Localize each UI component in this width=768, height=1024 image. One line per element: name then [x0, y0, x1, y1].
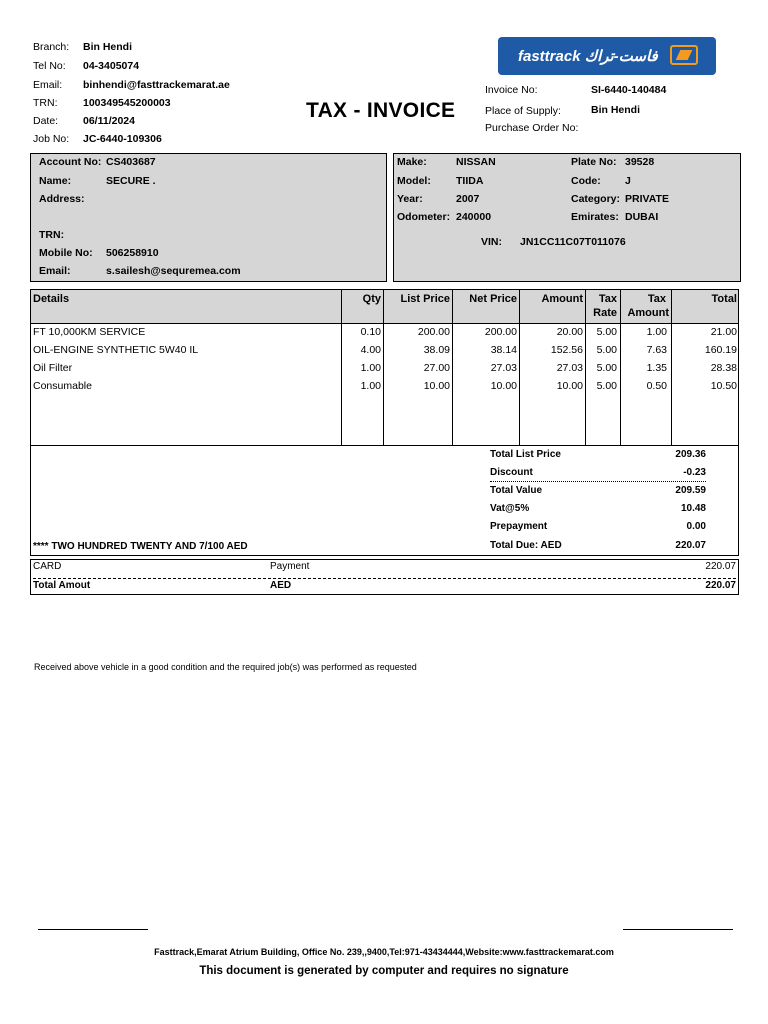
col-divider	[671, 290, 672, 445]
header-details: Details	[33, 293, 70, 305]
payment-divider	[33, 578, 736, 579]
code-value: J	[625, 175, 631, 187]
email-label: Email:	[33, 79, 63, 91]
header-qty: Qty	[362, 293, 381, 305]
row-tax-amount: 1.00	[646, 326, 667, 338]
prepayment-label: Prepayment	[490, 521, 548, 532]
col-divider	[452, 290, 453, 445]
plate-value: 39528	[625, 156, 655, 168]
row-net-price: 27.03	[490, 362, 517, 374]
payment-type: Payment	[270, 561, 310, 572]
name-value: SECURE .	[106, 175, 156, 187]
total-value-label: Total Value	[490, 485, 543, 496]
page-title: TAX - INVOICE	[306, 99, 456, 122]
invoice-no-value: SI-6440-140484	[591, 84, 667, 96]
amount-in-words: **** TWO HUNDRED TWENTY AND 7/100 AED	[33, 541, 248, 552]
col-divider	[383, 290, 384, 445]
logo-mark-icon	[670, 45, 698, 65]
total-due-label: Total Due: AED	[490, 540, 562, 551]
header-tax-amount-2: Amount	[627, 307, 669, 319]
discount-row	[490, 467, 706, 481]
row-net-price: 38.14	[490, 344, 517, 356]
total-due-value: 220.07	[675, 540, 706, 551]
customer-box	[30, 153, 387, 282]
row-tax-amount: 0.50	[646, 380, 667, 392]
row-qty: 1.00	[360, 380, 381, 392]
header-tax-rate-2: Rate	[593, 307, 617, 319]
company-logo	[498, 37, 716, 75]
total-amount-currency: AED	[270, 580, 292, 591]
make-label: Make:	[397, 156, 427, 168]
odometer-value: 240000	[456, 211, 492, 223]
totals-divider	[490, 481, 706, 482]
receipt-note: Received above vehicle in a good condition and the required job(s) was performed as requested	[34, 662, 417, 672]
year-label: Year:	[397, 193, 423, 205]
discount-label: Discount	[490, 467, 533, 478]
row-tax-rate: 5.00	[596, 380, 617, 392]
account-no-value: CS403687	[106, 156, 156, 168]
date-label: Date:	[33, 115, 59, 127]
row-total: 10.50	[710, 380, 737, 392]
date-value: 06/11/2024	[83, 115, 135, 127]
total-value-value: 209.59	[675, 485, 706, 496]
category-value: PRIVATE	[625, 193, 669, 205]
row-details: Oil Filter	[33, 362, 73, 374]
row-net-price: 10.00	[490, 380, 517, 392]
payment-amount: 220.07	[705, 561, 736, 572]
total-due-row	[490, 540, 706, 554]
row-list-price: 200.00	[417, 326, 450, 338]
vin-label: VIN:	[481, 236, 502, 248]
header-net-price: Net Price	[469, 293, 517, 305]
row-total: 28.38	[710, 362, 737, 374]
row-total: 160.19	[704, 344, 737, 356]
col-divider	[341, 290, 342, 445]
total-list-price-label: Total List Price	[490, 449, 561, 460]
row-amount: 10.00	[556, 380, 583, 392]
row-list-price: 10.00	[423, 380, 450, 392]
vehicle-box	[393, 153, 741, 282]
job-label: Job No:	[33, 133, 70, 145]
row-tax-rate: 5.00	[596, 344, 617, 356]
po-label: Purchase Order No:	[485, 122, 579, 134]
payment-section	[30, 559, 739, 595]
row-tax-amount: 7.63	[646, 344, 667, 356]
row-list-price: 27.00	[423, 362, 450, 374]
logo-text: fasttrack فاست-تراك	[518, 48, 658, 65]
email-value: binhendi@fasttrackemarat.ae	[83, 79, 230, 91]
row-qty: 1.00	[360, 362, 381, 374]
account-no-label: Account No:	[39, 156, 102, 168]
prepayment-row	[490, 521, 706, 535]
job-value: JC-6440-109306	[83, 133, 162, 145]
header-amount: Amount	[541, 293, 583, 305]
total-amount-value: 220.07	[705, 580, 736, 591]
footer-disclaimer: This document is generated by computer and requires no signature	[199, 965, 569, 977]
row-total: 21.00	[710, 326, 737, 338]
signature-line-right	[623, 929, 733, 930]
row-details: FT 10,000KM SERVICE	[33, 326, 146, 338]
invoice-no-label: Invoice No:	[485, 84, 538, 96]
vat-label: Vat@5%	[490, 503, 530, 514]
prepayment-value: 0.00	[686, 521, 706, 532]
col-divider	[620, 290, 621, 445]
odometer-label: Odometer:	[397, 211, 451, 223]
row-net-price: 200.00	[484, 326, 517, 338]
row-tax-amount: 1.35	[646, 362, 667, 374]
name-label: Name:	[39, 175, 72, 187]
year-value: 2007	[456, 193, 480, 205]
row-qty: 0.10	[360, 326, 381, 338]
branch-value: Bin Hendi	[83, 41, 132, 53]
col-divider	[585, 290, 586, 445]
trn-label: TRN:	[33, 97, 58, 109]
total-amount-label: Total Amout	[33, 580, 91, 591]
discount-value: -0.23	[683, 467, 706, 478]
total-list-price-value: 209.36	[675, 449, 706, 460]
header-list-price: List Price	[400, 293, 450, 305]
tel-value: 04-3405074	[83, 60, 140, 72]
total-value-row	[490, 485, 706, 499]
signature-line-left	[38, 929, 148, 930]
plate-label: Plate No:	[571, 156, 617, 168]
trn-value: 100349545200003	[83, 97, 171, 109]
make-value: NISSAN	[456, 156, 496, 168]
row-details: Consumable	[33, 380, 92, 392]
col-divider	[519, 290, 520, 445]
place-of-supply-value: Bin Hendi	[591, 104, 640, 116]
row-tax-rate: 5.00	[596, 362, 617, 374]
total-list-price-row	[490, 449, 706, 463]
header-total: Total	[711, 293, 737, 305]
vat-row	[490, 503, 706, 517]
model-value: TIIDA	[456, 175, 484, 187]
payment-method: CARD	[33, 561, 62, 572]
items-table	[30, 289, 739, 446]
row-qty: 4.00	[360, 344, 381, 356]
header-tax-rate-1: Tax	[598, 293, 617, 305]
branch-label: Branch:	[33, 41, 70, 53]
emirates-value: DUBAI	[625, 211, 659, 223]
customer-email-label: Email:	[39, 265, 71, 277]
customer-email-value: s.sailesh@sequremea.com	[106, 265, 241, 277]
emirates-label: Emirates:	[571, 211, 619, 223]
place-of-supply-label: Place of Supply:	[485, 105, 561, 117]
customer-trn-label: TRN:	[39, 229, 65, 241]
tel-label: Tel No:	[33, 60, 66, 72]
footer-address: Fasttrack,Emarat Atrium Building, Office No. 239,,9400,Tel:971-43434444,Website:www.fasttrackemarat.com	[154, 947, 614, 957]
vin-value: JN1CC11C07T011076	[520, 236, 626, 248]
mobile-value: 506258910	[106, 247, 159, 259]
row-amount: 152.56	[550, 344, 583, 356]
code-label: Code:	[571, 175, 601, 187]
row-details: OIL-ENGINE SYNTHETIC 5W40 IL	[33, 344, 199, 356]
row-amount: 20.00	[556, 326, 583, 338]
row-amount: 27.03	[556, 362, 583, 374]
mobile-label: Mobile No:	[39, 247, 93, 259]
category-label: Category:	[571, 193, 621, 205]
model-label: Model:	[397, 175, 431, 187]
vat-value: 10.48	[680, 503, 706, 514]
row-tax-rate: 5.00	[596, 326, 617, 338]
row-list-price: 38.09	[423, 344, 450, 356]
address-label: Address:	[39, 193, 85, 205]
header-tax-amount-1: Tax	[647, 293, 666, 305]
